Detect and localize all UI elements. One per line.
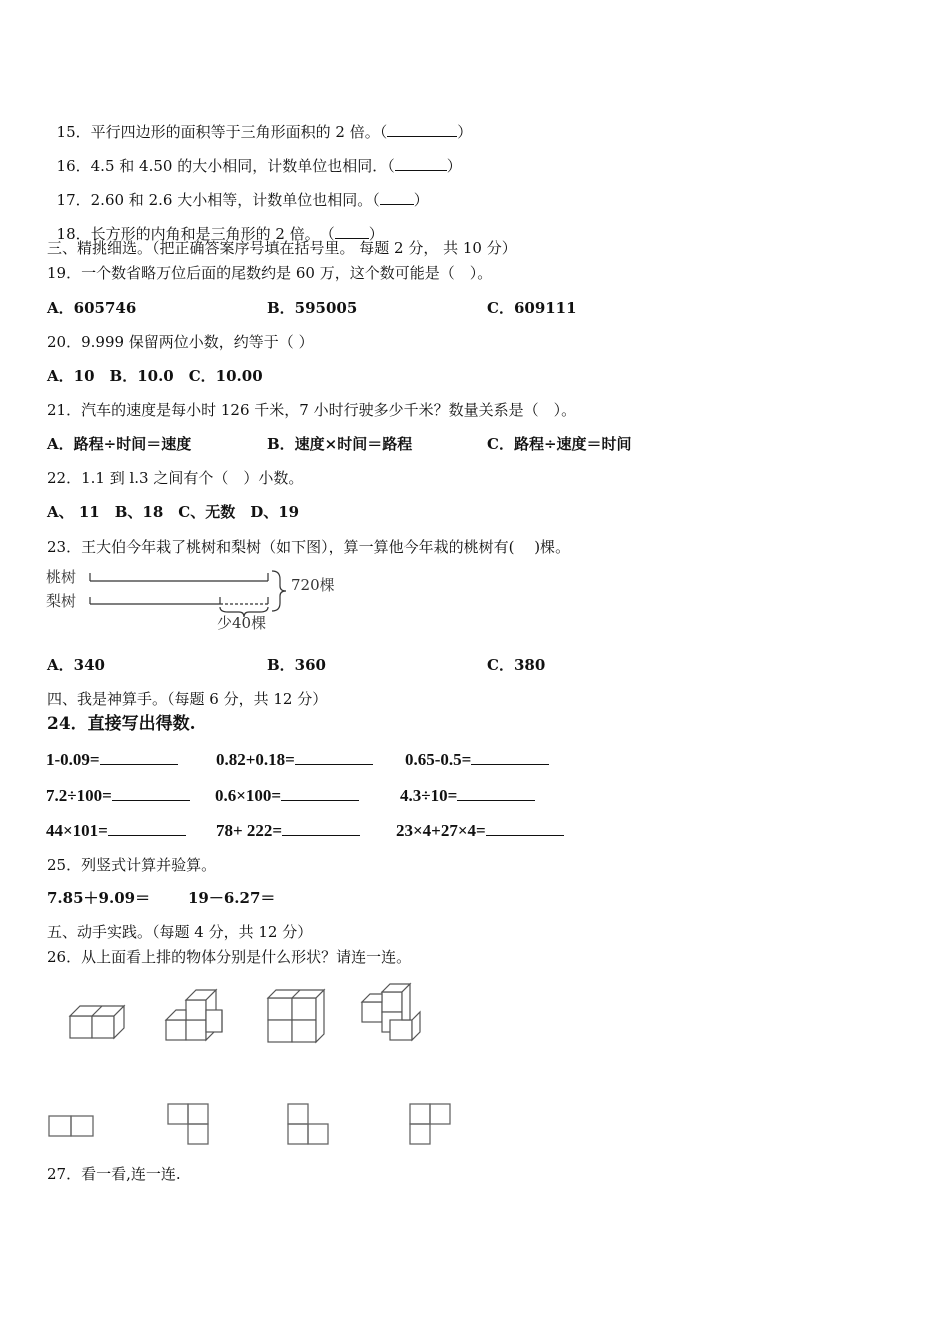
answer-blank[interactable] xyxy=(387,122,457,137)
q21-option-c[interactable]: C．路程÷速度＝时间 xyxy=(487,435,632,453)
cube-object-4[interactable] xyxy=(362,984,420,1040)
calc-item: 0.82+0.18= xyxy=(216,748,373,771)
q23-option-c[interactable]: C．380 xyxy=(487,656,546,674)
answer-blank[interactable] xyxy=(486,819,564,836)
answer-blank[interactable] xyxy=(108,819,186,836)
question-17-text: 17．2.60 和 2.6 大小相等，计数单位也相同。（ xyxy=(56,191,380,209)
question-17: 17．2.60 和 2.6 大小相等，计数单位也相同。（ ） xyxy=(56,191,429,209)
question-16: 16．4.5 和 4.50 的大小相同，计数单位也相同．（ ） xyxy=(56,157,462,175)
answer-blank[interactable] xyxy=(295,748,373,765)
question-16-text: 16．4.5 和 4.50 的大小相同，计数单位也相同．（ xyxy=(56,157,395,175)
less-label: 少40棵 xyxy=(217,614,267,632)
calc-item: 23×4+27×4= xyxy=(396,819,564,842)
calc-item: 7.2÷100= xyxy=(46,784,190,807)
question-23: 23．王大伯今年栽了桃树和梨树（如下图），算一算他今年栽的桃树有( )棵。 xyxy=(47,538,571,556)
answer-blank[interactable] xyxy=(112,784,190,801)
cube-object-1[interactable] xyxy=(70,1006,124,1038)
peach-label: 桃树 xyxy=(46,568,77,586)
q20-options[interactable]: A．10 B．10.0 C．10.00 xyxy=(47,367,263,385)
question-22: 22．1.1 到 l.3 之间有个（ ）小数。 xyxy=(47,469,304,487)
question-18: 18．长方形的内角和是三角形的 2 倍。 （ ） xyxy=(56,225,384,243)
top-view-1[interactable] xyxy=(49,1116,93,1136)
q21-option-a[interactable]: A．路程÷时间＝速度 xyxy=(47,435,192,453)
answer-blank[interactable] xyxy=(457,784,535,801)
calc-item: 4.3÷10= xyxy=(400,784,535,807)
calc-item: 0.6×100= xyxy=(215,784,359,807)
top-view-4[interactable] xyxy=(410,1104,450,1144)
calc-item: 44×101= xyxy=(46,819,186,842)
calc-item: 1-0.09= xyxy=(46,748,178,771)
answer-blank[interactable] xyxy=(335,224,369,239)
question-26: 26．从上面看上排的物体分别是什么形状？请连一连。 xyxy=(47,948,412,966)
question-21: 21．汽车的速度是每小时 126 千米，7 小时行驶多少千米？数量关系是（ ）。 xyxy=(47,401,577,419)
vertical-calc-1: 7.85＋9.09＝ xyxy=(47,889,151,907)
q19-option-c[interactable]: C．609111 xyxy=(487,299,577,317)
cube-objects-row xyxy=(60,978,440,1050)
question-24: 24．直接写出得数. xyxy=(47,714,196,734)
q23-option-b[interactable]: B．360 xyxy=(267,656,326,674)
question-15-text: 15．平行四边形的面积等于三角形面积的 2 倍。（ xyxy=(56,123,388,141)
top-view-3[interactable] xyxy=(288,1104,328,1144)
question-19: 19．一个数省略万位后面的尾数约是 60 万，这个数可能是（ ）。 xyxy=(47,264,493,282)
answer-blank[interactable] xyxy=(395,156,447,171)
q21-option-b[interactable]: B．速度×时间＝路程 xyxy=(267,435,413,453)
section-5-heading: 五、动手实践。（每题 4 分，共 12 分） xyxy=(47,923,313,941)
vertical-calc-2: 19－6.27＝ xyxy=(188,889,276,907)
answer-blank[interactable] xyxy=(380,190,414,205)
total-label: 720棵 xyxy=(291,576,335,594)
q19-option-b[interactable]: B．595005 xyxy=(267,299,358,317)
answer-blank[interactable] xyxy=(282,819,360,836)
cube-object-3[interactable] xyxy=(268,990,324,1042)
question-15: 15．平行四边形的面积等于三角形面积的 2 倍。（ ） xyxy=(56,123,473,141)
top-views-row xyxy=(44,1098,464,1150)
question-25: 25．列竖式计算并验算。 xyxy=(47,856,217,874)
calc-item: 0.65-0.5= xyxy=(405,748,549,771)
pear-label: 梨树 xyxy=(46,592,77,610)
question-18-text: 18．长方形的内角和是三角形的 2 倍。 （ xyxy=(56,225,335,243)
answer-blank[interactable] xyxy=(281,784,359,801)
cube-object-2[interactable] xyxy=(166,990,222,1040)
section-4-heading: 四、我是神算手。（每题 6 分，共 12 分） xyxy=(47,690,328,708)
answer-blank[interactable] xyxy=(471,748,549,765)
top-view-2[interactable] xyxy=(168,1104,208,1144)
q19-option-a[interactable]: A．605746 xyxy=(47,299,137,317)
question-20: 20．9.999 保留两位小数，约等于（ ） xyxy=(47,333,314,351)
question-27: 27．看一看,连一连. xyxy=(47,1165,181,1183)
calc-item: 78+ 222= xyxy=(216,819,360,842)
section-3-heading: 三、精挑细选。（把正确答案序号填在括号里。 每题 2 分， 共 10 分） xyxy=(47,239,517,257)
answer-blank[interactable] xyxy=(100,748,178,765)
tree-line-diagram xyxy=(44,562,354,636)
q23-option-a[interactable]: A．340 xyxy=(47,656,105,674)
q22-options[interactable]: A、 11 B、18 C、无数 D、19 xyxy=(47,503,300,521)
